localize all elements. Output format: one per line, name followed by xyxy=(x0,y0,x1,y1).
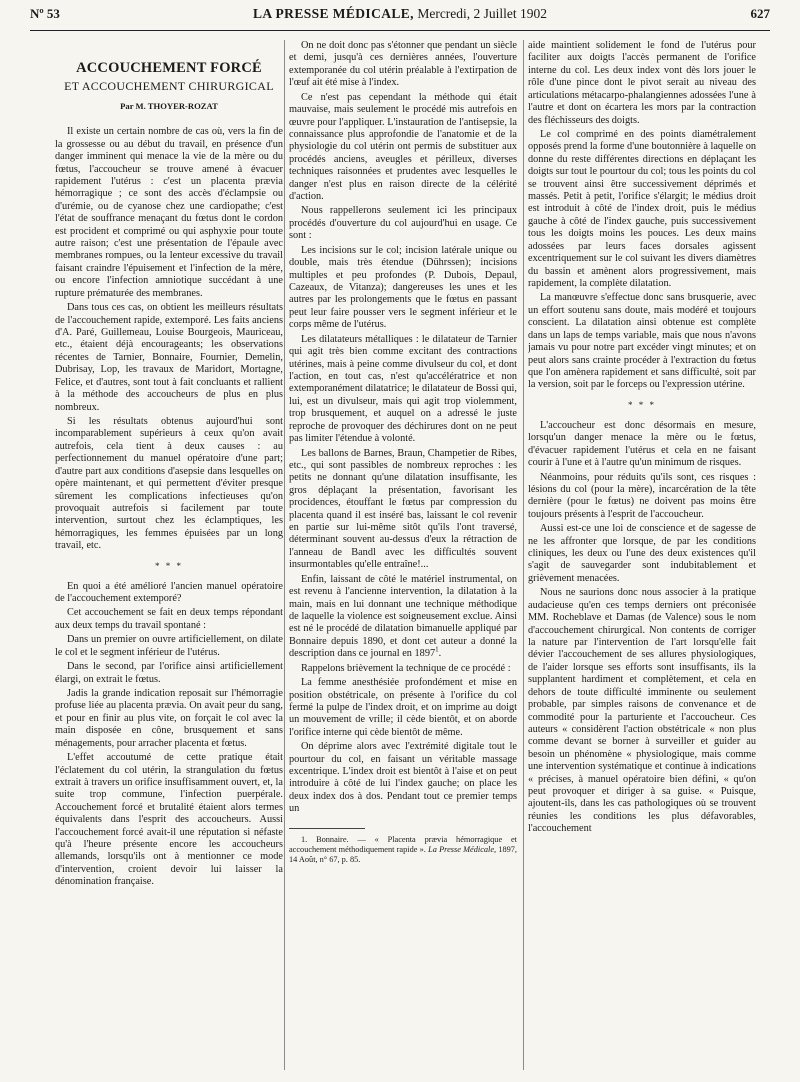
paragraph: Nous rappellerons seulement ici les principaux procédés d'ouverture du col aujourd'hui en usage. Ce sont : xyxy=(289,205,517,242)
paragraph: La manœuvre s'effectue donc sans brusquerie, avec un effort soutenu sans doute, mais modéré et toujours conscient. La dilatation ainsi obtenue est complète dans un laps de temps variable, mais que nous n'avons jamais vu pour notre part excéder vingt minutes; et on peut alors sans crainte procéder à l'extraction du fœtus que l'on amènera rapidement et sans difficulté, soit par la version, soit par le forceps ou l'expression utérine. xyxy=(528,292,756,391)
journal-name: LA PRESSE MÉDICALE, xyxy=(252,6,414,21)
column-3 xyxy=(528,40,756,1072)
article-author: Par M. THOYER-ROZAT xyxy=(120,100,218,111)
paragraph: Dans le second, par l'orifice ainsi artificiellement élargi, on extrait le fœtus. xyxy=(55,661,283,685)
footnote-text: — « Placenta prævia hémorragique et accouchement méthodiquement rapide ». xyxy=(289,834,517,854)
section-separator: * * * xyxy=(155,560,183,571)
paragraph: Nous ne saurions donc nous associer à la pratique audacieuse qu'en ces temps derniers ont préconisée MM. Rocheblave et Damas (de Valence) sous le nom d'accouchement chirurgical. Non contents de corriger la nature par l'intervention de l'art lorsqu'elle fait dévier l'accouchement de ses allures physiologiques, de l'aider lorsque ses efforts sont insuffisants, ils la supplantent hardiment et complètement, et cela en dehors de toute difficulté imminente ou seulement probable, par simples raisons de convenance et de commodité pour la parturiente et l'accoucheur. Ces auteurs « considèrent l'action obstétricale « non plus comme devant se borner à surveiller et guider au besoin un phénomène « physiologique, mais comme une intervention systématique et continue à indications « précises, à manuel opératoire bien défini, « qu'on peut provoquer et diriger à sa guise. « Puisque, ajoutent-ils, dans les cas pathologiques où se trouvent réunies les conditions les plus défavorables, l'accouchement xyxy=(528,587,756,835)
paragraph: Enfin, laissant de côté le matériel instrumental, on est revenu à l'ancienne intervention, la dilatation à la main, mais en lui donnant une technique méthodique de laquelle la violence est soigneusement exclue. Ainsi est né le procédé de dilatation bimanuelle appliqué par Bonnaire depuis 1890, et dont cet auteur a donné la description dans ce journal en 1897$^1$. xyxy=(289,573,517,660)
paragraph: Si les résultats obtenus aujourd'hui sont incomparablement supérieurs à ceux qu'on avait autrefois, cela tient à deux causes : au perfectionnement du manuel opératoire d'une part; d'autre part aux conditions d'asepsie dans lesquelles on opère maintenant, et qui permettent d'éviter presque sûrement les complications infectieuses qu'on provoquait autrefois si facilement par toute intervention, surtout chez les éclamptiques, les hémorragiques, les femmes épuisées par un long travail, etc. xyxy=(55,415,283,552)
paragraph: L'accoucheur est donc désormais en mesure, lorsqu'un danger menace la mère ou le fœtus, d'évacuer rapidement l'utérus et cela en ne faisant courir à l'une et à l'autre qu'un minimum de risques. xyxy=(528,419,756,469)
section-separator: * * * xyxy=(628,399,656,410)
article-title: ACCOUCHEMENT FORCÉ xyxy=(76,60,262,76)
paragraph: Néanmoins, pour réduits qu'ils sont, ces risques : lésions du col (pour la mère), incarcération de la tête dernière (pour le fœtus) ne doivent pas moins être toujours présents à l'esprit de l'accoucheur. xyxy=(528,471,756,520)
paragraph: aide maintient solidement le fond de l'utérus pour faciliter aux doigts l'accès permanent de l'orifice interne du col. Les deux index vont dès lors jouer le rôle d'une pince dont le pivot serait au niveau des articulations métacarpo-phalangiennes adossées l'une à l'autre et dont on écartera les mors par la contraction des fléchisseurs des doigts. xyxy=(528,40,756,126)
paragraph: Les ballons de Barnes, Braun, Champetier de Ribes, etc., qui sont passibles de nombreux reproches : les petits ne donnant qu'une dilatation insuffisante, les gros déplaçant la présentation, favorisant les procidences, étouffant le fœtus par compression du placenta quand il est inséré bas, laissant le col revenir en partie sur lui-même sitôt qu'ils l'ont traversé, déterminant souvent au-dessus d'eux la rétraction de l'anneau de Bandl avec les difficultés souvent insurmontables qu'elle entraîne!... xyxy=(289,447,517,571)
footnote xyxy=(289,835,517,865)
paragraph: Il existe un certain nombre de cas où, vers la fin de la grossesse ou au début du travail, en présence d'un danger imminent qui menace la vie de la mère ou du fœtus, l'accoucheur se trouve amené à évacuer rapidement l'utérus : c'est un placenta prævia hémorragique ; ce sont des accès d'éclampsie ou d'urémie, ou de cyanose chez une cardiopathe; c'est l'état de souffrance menaçant du fœtus dont le cordon est procident et comprimé ou qui asphyxie pour toute autre raison; c'est une présentation de l'épaule avec membranes rompues, ou la lenteur excessive du travail faisant craindre l'épuisement et l'infection de la mère, ou encore l'infection amniotique succédant à une rupture prématurée des membranes. xyxy=(55,126,283,299)
paragraph: On déprime alors avec l'extrémité digitale tout le pourtour du col, en faisant un véritable massage excentrique. L'index droit est bientôt à l'aise et on peut introduire à côté de lui l'index gauche; on place les deux index dos à dos. Pendant tout ce premier temps un xyxy=(289,741,517,815)
paragraph: Jadis la grande indication reposait sur l'hémorragie profuse liée au placenta prævia. On avait peur du sang, et pour en finir au plus vite, on forçait le col avec la main disposée en cône, brusquement et sans ménagements, pour arracher placenta et fœtus. xyxy=(55,687,283,749)
article-subtitle: ET ACCOUCHEMENT CHIRURGICAL xyxy=(64,79,274,94)
paragraph: En quoi a été amélioré l'ancien manuel opératoire de l'accouchement extemporé? xyxy=(55,580,283,605)
column-rule-right xyxy=(523,40,524,1070)
issue-number: Nº 53 xyxy=(30,6,60,21)
column-rule-left xyxy=(284,40,285,1070)
paragraph: On ne doit donc pas s'étonner que pendant un siècle et demi, jusqu'à ces dernières années, l'ouverture extemporanée du col utérin préalable à l'extirpation de l'œuf ait été mise à l'index. xyxy=(289,40,517,89)
column-2 xyxy=(289,40,517,1072)
paragraph: Ce n'est pas cependant la méthode qui était mauvaise, mais seulement le procédé mis autrefois en œuvre pour l'appliquer. L'instauration de l'antisepsie, la connaissance plus approfondie de l'anatomie et de la physiologie du col utérin ont permis de substituer aux procédés anciens, aveugles et périlleux, diverses techniques raisonnées et prudentes avec lesquelles le danger n'est plus en raison directe de la célérité d'action. xyxy=(289,91,517,203)
paragraph: Aussi est-ce une loi de conscience et de sagesse de ne les affronter que lorsque, de par les conditions cliniques, les deux ou l'une des deux existences qu'il s'agit de sauvegarder sont indubitablement et grièvement menacées. xyxy=(528,523,756,584)
paragraph: Rappelons brièvement la technique de ce procédé : xyxy=(301,662,511,674)
footnote-reference: 1897, 14 Août, n° 67, p. 85. xyxy=(289,844,517,864)
paragraph: Cet accouchement se fait en deux temps répondant aux deux temps du travail spontané : xyxy=(55,607,283,631)
header-title xyxy=(30,6,770,22)
issue-date: Mercredi, 2 Juillet 1902 xyxy=(417,6,548,21)
paragraph: La femme anesthésiée profondément et mise en position obstétricale, on présente à l'orifice du col fermé la pulpe de l'index droit, et on imprime au doigt un mouvement de vrille; il cède bientôt, et on aborde l'orifice interne qui cède bientôt de même. xyxy=(289,677,517,738)
paragraph-text: Enfin, laissant de côté le matériel instrumental, on est revenu à l'ancienne intervention, la dilatation à la main, mais en lui donnant une technique méthodique de laquelle la violence est soigneusement exclue. Ainsi est né le procédé de dilatation bimanuelle appliqué par Bonnaire depuis 1890, et dont cet auteur a donné la description dans ce journal en 1897 xyxy=(289,573,517,660)
paragraph: Le col comprimé en des points diamétralement opposés prend la forme d'une boutonnière à laquelle on donne du reste différentes directions en déplaçant les doigts sur tout le pourtour du col; tous les points du col se trouvent ainsi être successivement déprimés et massés. Petit à petit, l'orifice s'élargit; le médius droit est introduit à côté de l'index droit, puis le médius gauche à côté de l'index gauche, puis successivement tous les doigts moins les pouces. Les deux mains adossées par leurs faces dorsales agissent excentriquement sur le col suivant les divers diamètres du bassin et amènent alors progressivement, mais rapidement, la complète dilatation. xyxy=(528,128,756,290)
paragraph: Les incisions sur le col; incision latérale unique ou double, mais très étendue (Dührssen); incisions multiples et peu profondes (P. Dubois, Depaul, Cazeaux, de Vitanza); dangereuses les unes et les autres par les prolongements que le fœtus en passant peut leur faire pousser vers le segment inférieur et le corps même de l'utérus. xyxy=(289,244,517,331)
paragraph: Dans tous ces cas, on obtient les meilleurs résultats de l'accouchement rapide, extemporé. Les faits anciens d'A. Paré, Guillemeau, Louise Bourgeois, Mauriceau, etc., étaient déjà encourageants; les observations récentes de Tarnier, Bonnaire, Fournier, Demelin, Dubrisay, Lop, les travaux de Maridort, Mortagne, Felice, et d'autres, sont tout à fait concluants et rallient à la méthode des accoucheurs de plus en plus nombreux. xyxy=(55,302,283,413)
running-header xyxy=(30,4,770,31)
footnote-marker: 1 xyxy=(435,645,439,654)
footnote-journal: La Presse Médicale, xyxy=(428,844,497,854)
page-number: 627 xyxy=(750,6,770,21)
footnote-rule xyxy=(289,828,365,829)
paragraph: Dans un premier on ouvre artificiellement, on dilate le col et le segment inférieur de l'utérus. xyxy=(55,634,283,658)
paragraph: L'effet accoutumé de cette pratique était l'éclatement du col utérin, la strangulation du fœtus extrait à travers un orifice insuffisamment ouvert, et, la suite trop commune, l'infection puerpérale. Accouchement forcé et brutalité étaient alors termes équivalents dans l'esprit des accoucheurs. Aussi l'accouchement forcé avait-il une réputation si néfaste qu'à l'heure présente encore les accoucheurs allemands, lorsqu'ils ont à mentionner ce mode d'intervention, croient devoir lui laisser la dénomination française. xyxy=(55,752,283,888)
footnote-label: 1. Bonnaire. xyxy=(301,834,349,844)
paragraph: Les dilatateurs métalliques : le dilatateur de Tarnier qui agit très bien comme excitant des contractions utérines, mais à peine comme divulseur du col, et dont l'action, en tout cas, n'est qu'accélératrice et non extemporanément dilatatrice; le dilatateur de Bossi qui, lui, est un divulseur, mais qui agit trop violemment, trop brusquement, et auquel on a adressé le juste reproche de provoquer des déchirures dont on ne peut pas limiter l'étendue à volonté. xyxy=(289,333,517,445)
column-1 xyxy=(55,40,283,1072)
